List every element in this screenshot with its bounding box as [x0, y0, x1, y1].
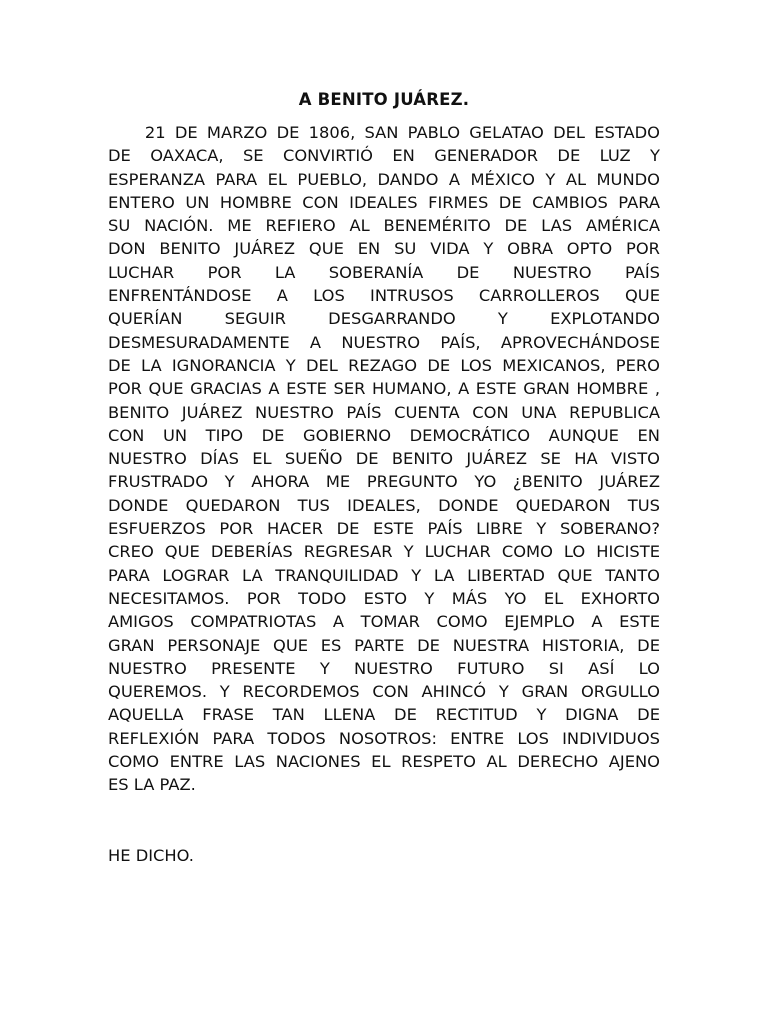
- body-line: AMIGOS COMPATRIOTAS A TOMAR COMO EJEMPLO A ESTE: [108, 612, 660, 632]
- body-line: COMO ENTRE LAS NACIONES EL RESPETO AL DERECHO AJENO: [108, 752, 660, 772]
- body-line: DESMESURADAMENTE A NUESTRO PAÍS, APROVECHÁNDOSE: [108, 332, 660, 352]
- body-line: POR QUE GRACIAS A ESTE SER HUMANO, A ESTE GRAN HOMBRE ,: [108, 379, 660, 399]
- body-line: ENFRENTÁNDOSE A LOS INTRUSOS CARROLLEROS QUE: [108, 286, 660, 306]
- body-line: REFLEXIÓN PARA TODOS NOSOTROS: ENTRE LOS INDIVIDUOS: [108, 728, 660, 748]
- body-line: FRUSTRADO Y AHORA ME PREGUNTO YO ¿BENITO JUÁREZ: [108, 472, 660, 492]
- body-line: NECESITAMOS. POR TODO ESTO Y MÁS YO EL EXHORTO: [108, 588, 660, 608]
- body-line: CON UN TIPO DE GOBIERNO DEMOCRÁTICO AUNQUE EN: [108, 425, 660, 445]
- body-line: ESPERANZA PARA EL PUEBLO, DANDO A MÉXICO Y AL MUNDO: [108, 169, 660, 189]
- body-line: NUESTRO DÍAS EL SUEÑO DE BENITO JUÁREZ SE HA VISTO: [108, 449, 660, 469]
- body-line: NUESTRO PRESENTE Y NUESTRO FUTURO SI ASÍ LO: [108, 658, 660, 678]
- document-title: A BENITO JUÁREZ.: [298, 90, 470, 109]
- document-body: [108, 121, 660, 797]
- body-line: QUERÍAN SEGUIR DESGARRANDO Y EXPLOTANDO: [108, 309, 660, 329]
- body-line: DE LA IGNORANCIA Y DEL REZAGO DE LOS MEXICANOS, PERO: [108, 355, 660, 375]
- body-line: BENITO JUÁREZ NUESTRO PAÍS CUENTA CON UNA REPUBLICA: [108, 402, 660, 422]
- body-line: ES LA PAZ.: [108, 775, 196, 795]
- body-line: DONDE QUEDARON TUS IDEALES, DONDE QUEDARON TUS: [108, 495, 660, 515]
- document-page: [108, 88, 660, 867]
- body-line: ESFUERZOS POR HACER DE ESTE PAÍS LIBRE Y SOBERANO?: [108, 519, 660, 539]
- document-closing: HE DICHO.: [108, 845, 194, 865]
- body-line: 21 DE MARZO DE 1806, SAN PABLO GELATAO DEL ESTADO: [108, 123, 660, 142]
- body-line: SU NACIÓN. ME REFIERO AL BENEMÉRITO DE LAS AMÉRICA: [108, 216, 660, 236]
- body-line: PARA LOGRAR LA TRANQUILIDAD Y LA LIBERTAD QUE TANTO: [108, 565, 660, 585]
- body-line: ENTERO UN HOMBRE CON IDEALES FIRMES DE CAMBIOS PARA: [108, 192, 660, 212]
- body-line: AQUELLA FRASE TAN LLENA DE RECTITUD Y DIGNA DE: [108, 705, 660, 725]
- body-line: DE OAXACA, SE CONVIRTIÓ EN GENERADOR DE LUZ Y: [108, 146, 660, 166]
- body-line: CREO QUE DEBERÍAS REGRESAR Y LUCHAR COMO LO HICISTE: [108, 542, 660, 562]
- body-line: LUCHAR POR LA SOBERANÍA DE NUESTRO PAÍS: [108, 262, 660, 282]
- body-line: GRAN PERSONAJE QUE ES PARTE DE NUESTRA HISTORIA, DE: [108, 635, 660, 655]
- body-line: QUEREMOS. Y RECORDEMOS CON AHINCÓ Y GRAN ORGULLO: [108, 682, 660, 702]
- body-line: DON BENITO JUÁREZ QUE EN SU VIDA Y OBRA OPTO POR: [108, 239, 660, 259]
